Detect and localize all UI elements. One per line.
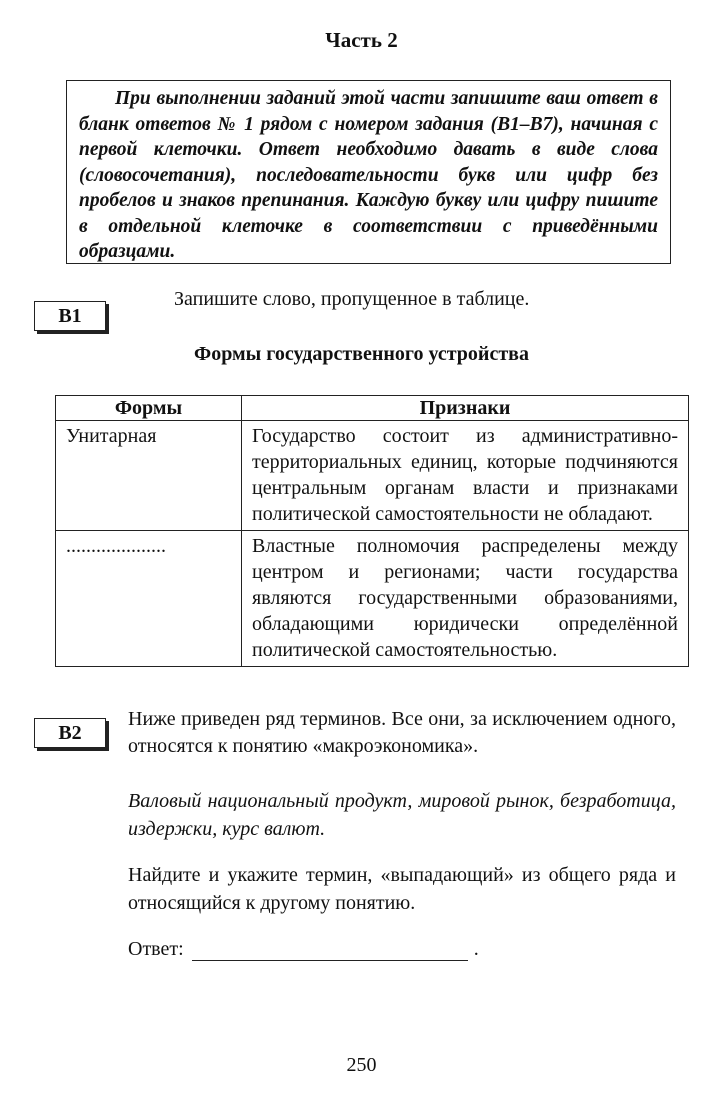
answer-field[interactable] — [192, 938, 468, 961]
table-title: Формы государственного устройства — [194, 343, 529, 365]
header-signs: Признаки — [242, 396, 689, 421]
header-forms: Формы — [56, 396, 242, 421]
instructions-box — [66, 80, 671, 264]
row-signs-cell: Государство состоит из административно-территориальных единиц, которые подчиняются центральным органам власти и признаками политической самостоятельности не обладают. — [242, 421, 689, 531]
task-b2-question: Найдите и укажите термин, «выпадающий» из общего ряда и относящийся к другому понятию. — [128, 864, 676, 914]
task-b2-label: B2 — [34, 718, 106, 748]
table-row — [56, 421, 689, 531]
row-signs-cell: Властные полномочия распределены между центром и регионами; части государства являются государственными образованиями, обладающими юридически определённой политической самостоятельностью. — [242, 531, 689, 667]
task-b1-label: B1 — [34, 301, 106, 331]
table-row — [56, 531, 689, 667]
task-b1-prompt: Запишите слово, пропущенное в таблице. — [174, 288, 530, 310]
row-form-cell: Унитарная — [56, 421, 242, 531]
answer-label: Ответ: — [128, 938, 184, 960]
answer-row — [128, 938, 479, 961]
instructions-text: При выполнении заданий этой части запишите ваш ответ в бланк ответов № 1 рядом с номером задания (В1–В7), начиная с первой клеточки. Ответ необходимо давать в виде слова (словосочетания), последовательности букв или цифр без пробелов и знаков препинания. Каждую букву или цифру пишите в отдельной клеточке в соответствии с приведёнными образцами. — [79, 88, 658, 262]
page-number: 250 — [346, 1054, 377, 1076]
part-title: Часть 2 — [325, 28, 398, 52]
task-b2-terms: Валовый национальный продукт, мировой рынок, безработица, издержки, курс валют. — [128, 790, 676, 840]
answer-end: . — [473, 938, 479, 960]
task-b2-prompt: Ниже приведен ряд терминов. Все они, за исключением одного, относятся к понятию «макроэкономика». — [128, 708, 676, 757]
forms-table — [55, 395, 689, 667]
table-header-row — [56, 396, 689, 421]
row-form-cell-blank: .................... — [56, 531, 242, 667]
